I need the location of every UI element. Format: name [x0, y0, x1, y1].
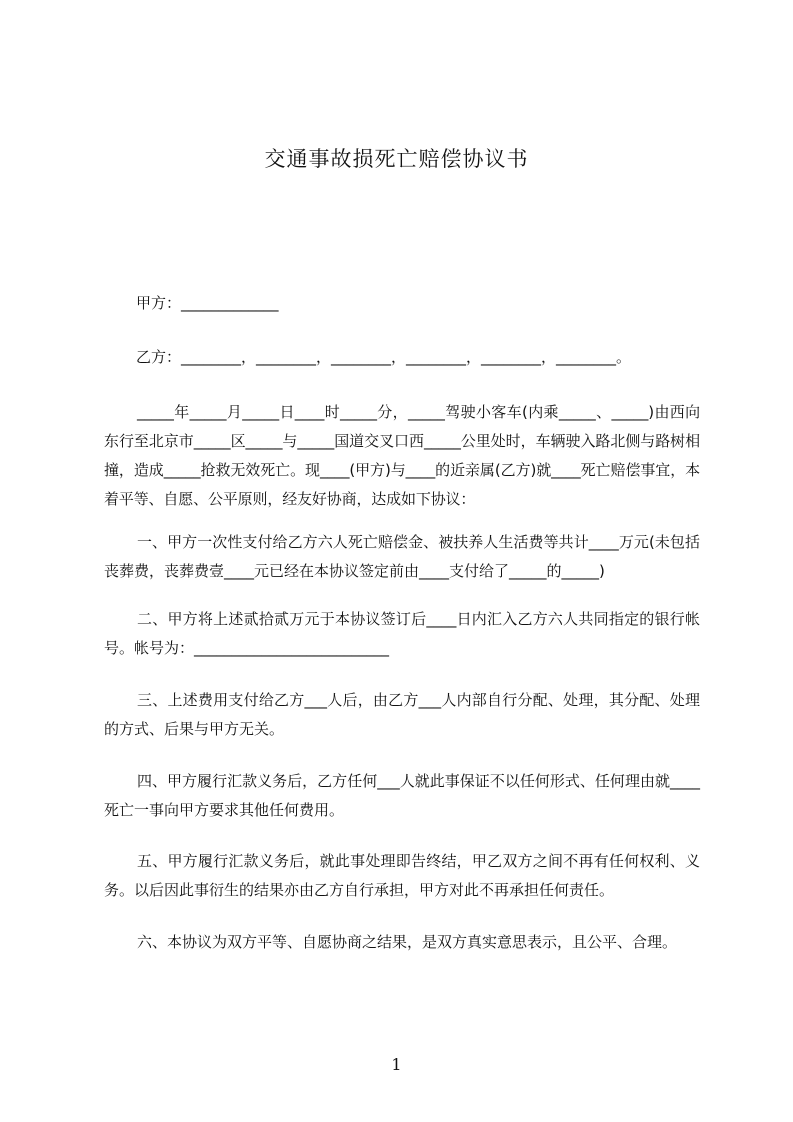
- document-title: 交通事故损死亡赔偿协议书: [264, 147, 529, 171]
- party-a-line: 甲方：_____________: [136, 294, 279, 312]
- clause-2: 二、甲方将上述贰拾贰万元于本协议签订后____日内汇入乙方六人共同指定的银行帐号。帐号为：__________________________: [104, 610, 700, 657]
- clause-3: 三、上述费用支付给乙方___人后，由乙方___人内部自行分配、处理，其分配、处理的方式、后果与甲方无关。: [104, 691, 700, 738]
- page-number: 1: [391, 1055, 402, 1074]
- clause-6: 六、本协议为双方平等、自愿协商之结果，是双方真实意思表示，且公平、合理。: [137, 933, 678, 951]
- clause-4: 四、甲方履行汇款义务后，乙方任何___人就此事保证不以任何形式、任何理由就____死亡一事向甲方要求其他任何费用。: [104, 772, 700, 819]
- intro-paragraph: _____年_____月_____日____时_____分，_____驾驶小客车(内乘_____、_____)由西向东行至北京市_____区_____与_____国道交叉口西_____公里处时，车辆驶入路北侧与路树相撞，造成_____抢救无效死亡。现____(甲方)与____的近亲属(乙方)就____死亡赔偿事宜，本着平等、自愿、公平原则，经友好协商，达成如下协议：: [104, 403, 700, 508]
- clause-5: 五、甲方履行汇款义务后，就此事处理即告终结，甲乙双方之间不再有任何权利、义务。以后因此事衍生的结果亦由乙方自行承担，甲方对此不再承担任何责任。: [104, 852, 700, 899]
- clause-1: 一、甲方一次性支付给乙方六人死亡赔偿金、被扶养人生活费等共计____万元(未包括丧葬费，丧葬费壹____元已经在本协议签定前由____支付给了_____的_____): [104, 533, 700, 580]
- party-b-line: 乙方：________，________，________，________，________，________。: [136, 348, 632, 366]
